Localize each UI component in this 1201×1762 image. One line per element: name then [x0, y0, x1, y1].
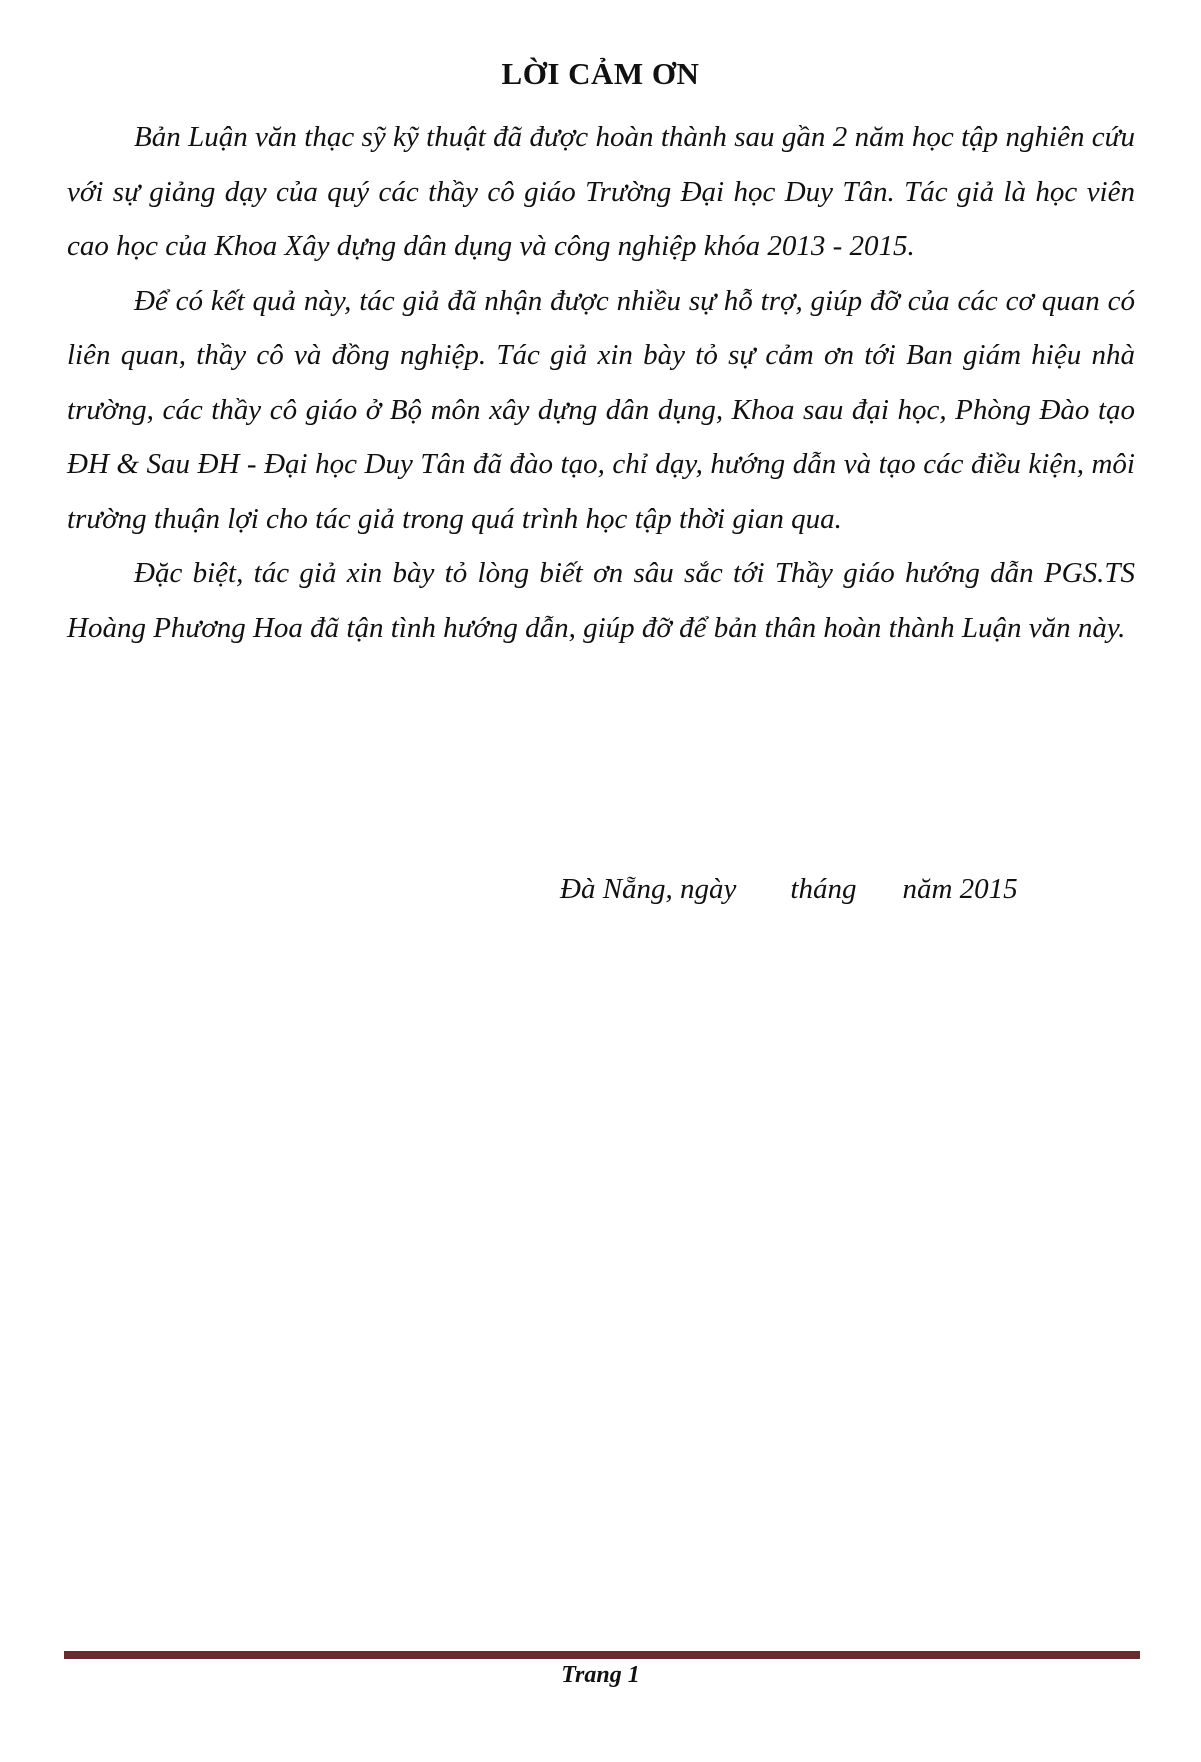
- paragraph-advisor: Đặc biệt, tác giả xin bày tỏ lòng biết ơn sâu sắc tới Thầy giáo hướng dẫn PGS.TS Hoàng Phương Hoa đã tận tình hướng dẫn, giúp đỡ để bản thân hoàn thành Luận văn này.: [67, 557, 1135, 644]
- date-signoff: [560, 873, 1018, 906]
- signoff-place-day: Đà Nẵng, ngày: [560, 873, 737, 905]
- footer-rule: [64, 1651, 1140, 1659]
- acknowledgement-body: [67, 110, 1135, 655]
- signoff-month: tháng: [790, 873, 857, 905]
- paragraph-thanks: Để có kết quả này, tác giả đã nhận được nhiều sự hỗ trợ, giúp đỡ của các cơ quan có liên quan, thầy cô và đồng nghiệp. Tác giả xin bày tỏ sự cảm ơn tới Ban giám hiệu nhà trường, các thầy cô giáo ở Bộ môn xây dựng dân dụng, Khoa sau đại học, Phòng Đào tạo ĐH & Sau ĐH - Đại học Duy Tân đã đào tạo, chỉ dạy, hướng dẫn và tạo các điều kiện, môi trường thuận lợi cho tác giả trong quá trình học tập thời gian qua.: [67, 284, 1135, 535]
- page-number: Trang 1: [561, 1662, 640, 1688]
- page-title: LỜI CẢM ƠN: [501, 56, 700, 91]
- paragraph-intro: Bản Luận văn thạc sỹ kỹ thuật đã được hoàn thành sau gần 2 năm học tập nghiên cứu với sự giảng dạy của quý các thầy cô giáo Trường Đại học Duy Tân. Tác giả là học viên cao học của Khoa Xây dựng dân dụng và công nghiệp khóa 2013 - 2015.: [67, 121, 1135, 262]
- signoff-year: năm 2015: [902, 873, 1018, 905]
